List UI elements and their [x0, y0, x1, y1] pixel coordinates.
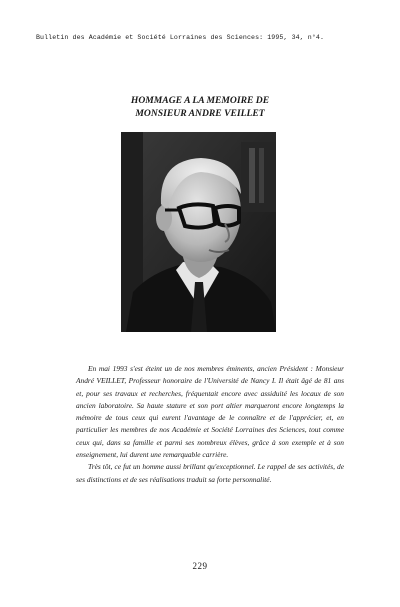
article-title [40, 94, 360, 120]
portrait-photo [121, 132, 276, 332]
tribute-text [76, 363, 344, 486]
journal-citation: Bulletin des Académie et Société Lorraines des Sciences: 1995, 34, n°4. [36, 34, 325, 41]
portrait-illustration [121, 132, 276, 332]
paragraph-2: Très tôt, ce fut un homme aussi brillant qu'exceptionnel. Le rappel de ses activités, de ses distinctions et de ses réalisations traduit sa forte personnalité. [76, 462, 344, 484]
paragraph-1: En mai 1993 s'est éteint un de nos membres éminents, ancien Président : Monsieur André VEILLET, Professeur honoraire de l'Université de Nancy I. Il était âgé de 81 ans et, pour ses travaux et recherches, fréquentait encore avec assiduité les locaux de son ancien laboratoire. Sa haute stature et son port altier marqueront encore longtemps la mémoire de tous ceux qui eurent l'avantage de le connaître et de l'apprécier, et, en particulier les membres de nos Académie et Société Lorraines des Sciences, tout comme ceux qui, dans sa famille et parmi ses nombreux élèves, grâce à son exemple et à son enseignement, lui durent une remarquable carrière. [76, 364, 344, 460]
title-line-2: MONSIEUR ANDRE VEILLET [135, 108, 265, 119]
title-line-1: HOMMAGE A LA MEMOIRE DE [130, 95, 270, 106]
page-number: 229 [192, 561, 208, 571]
